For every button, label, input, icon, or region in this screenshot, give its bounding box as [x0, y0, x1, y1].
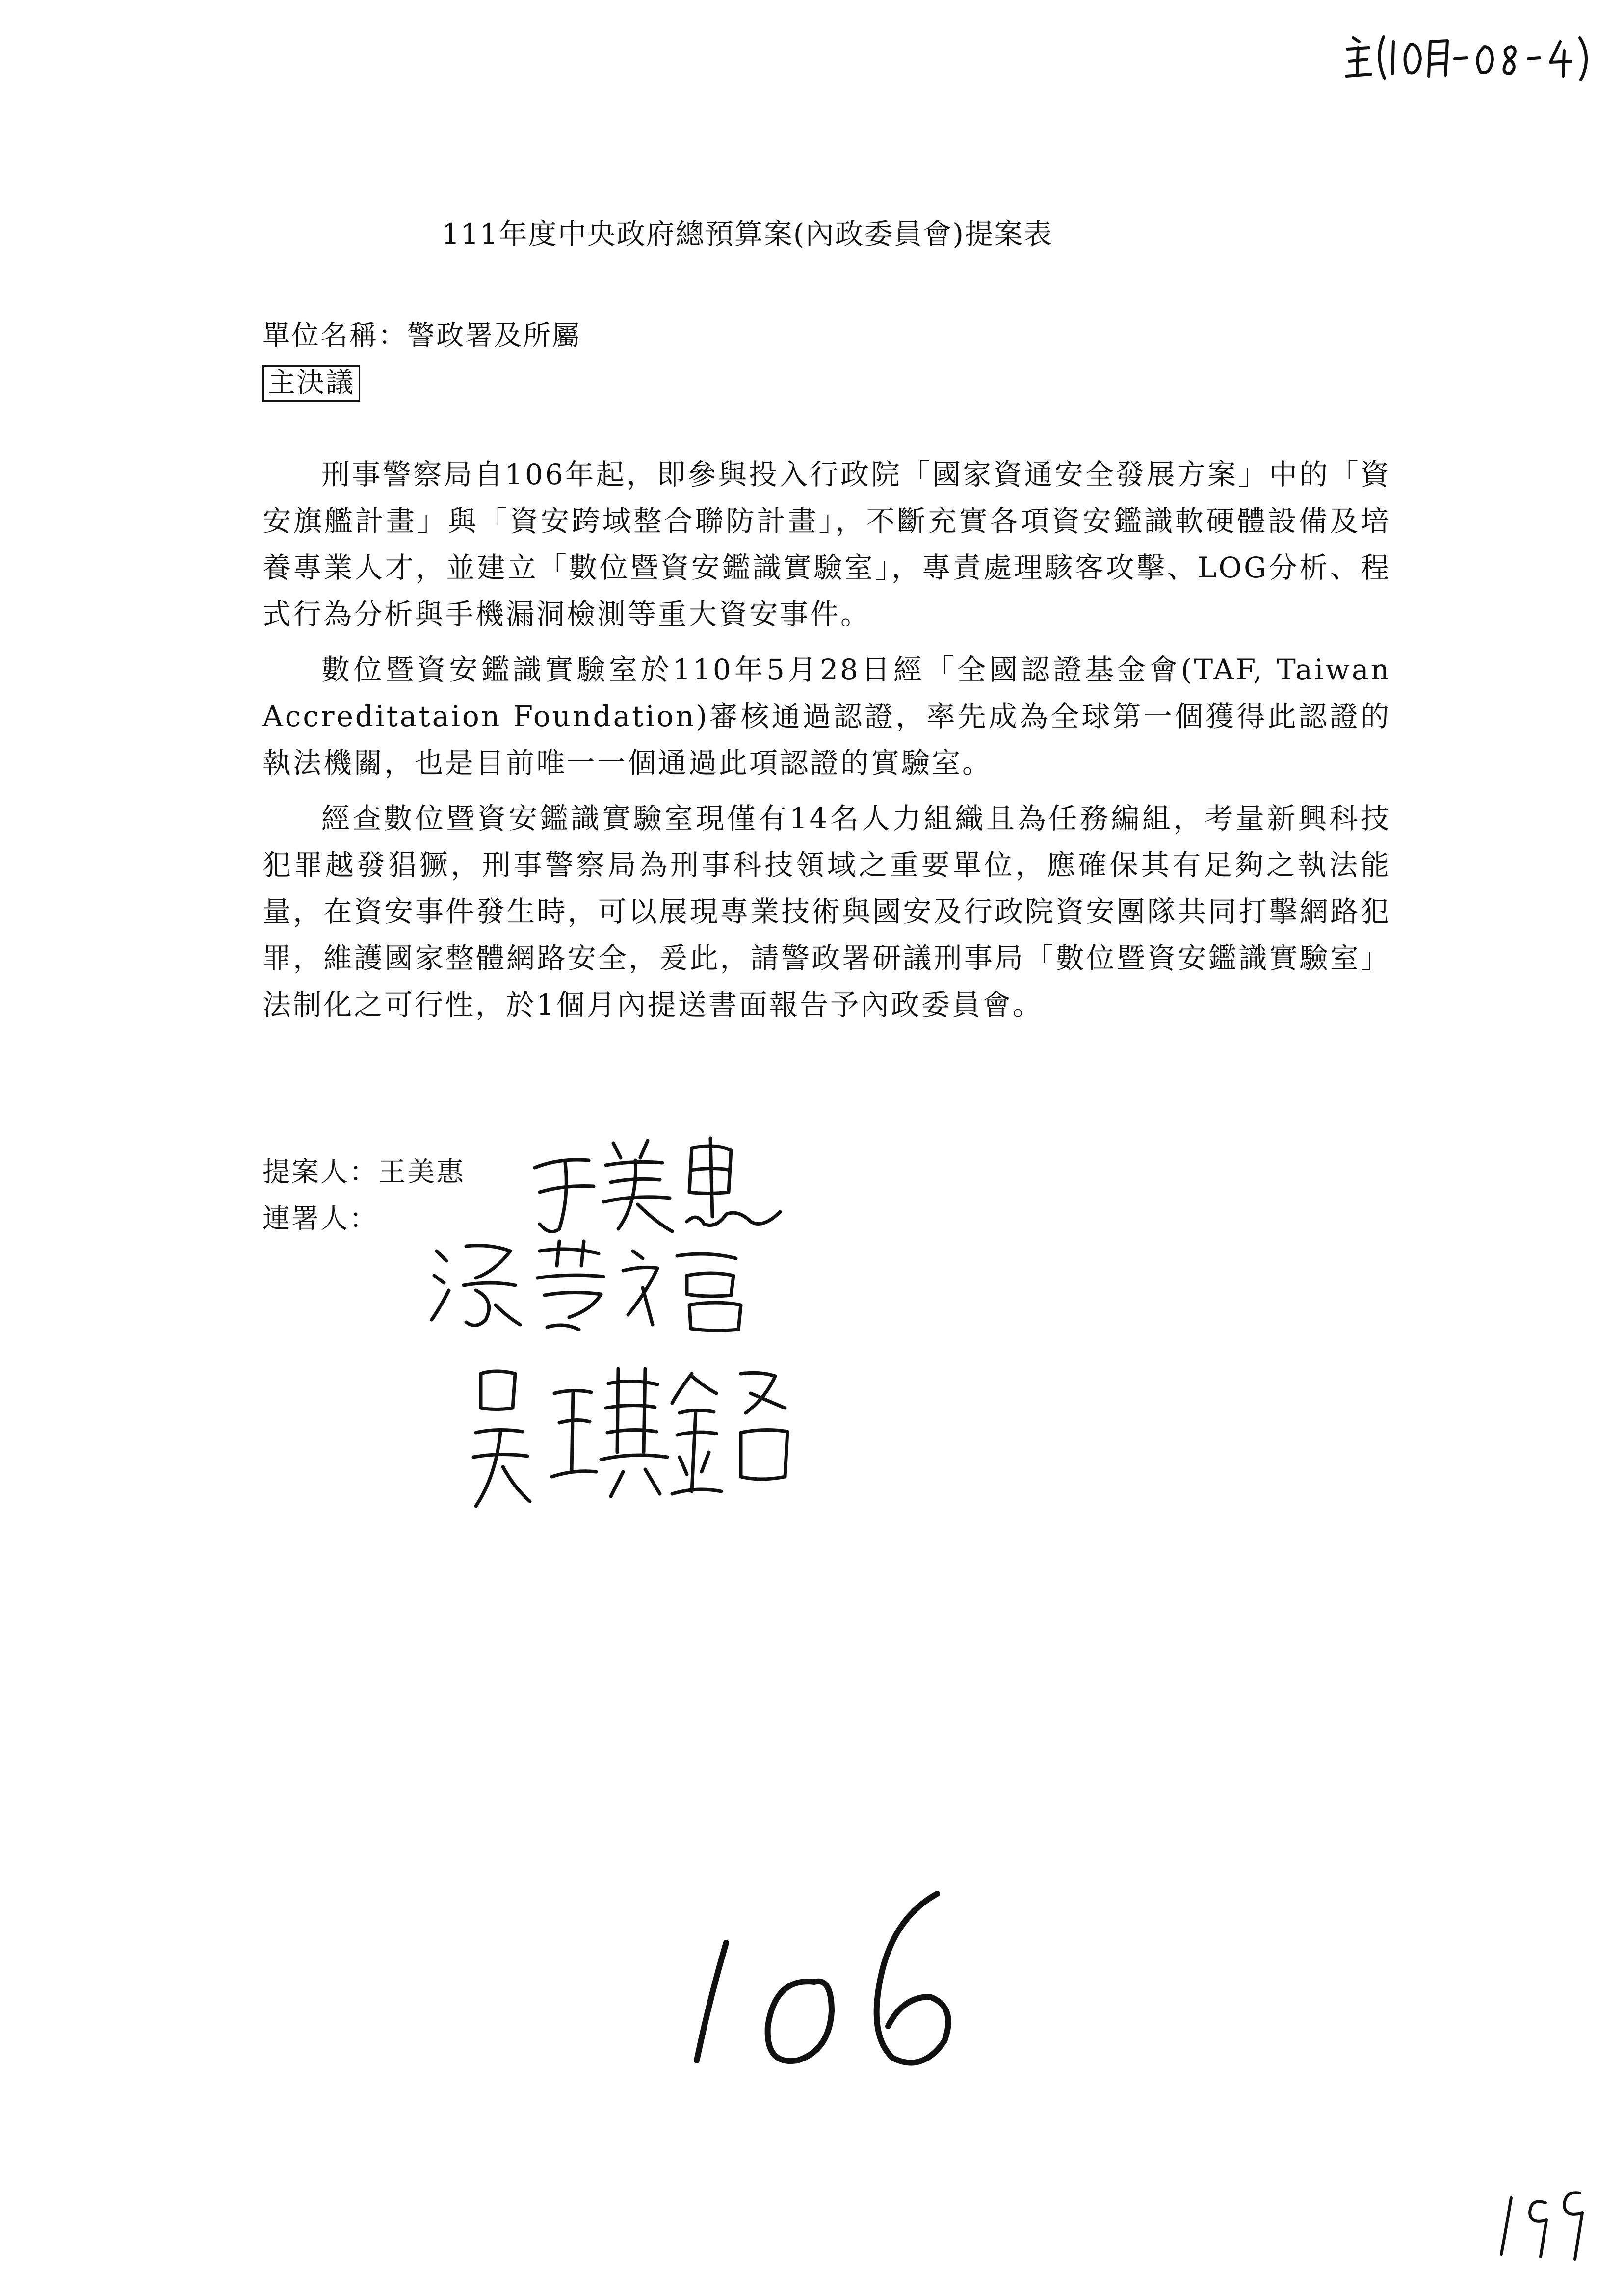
handwritten-reference-drawing [1344, 27, 1599, 86]
signature-cosigner-2 [461, 1354, 805, 1516]
corner-mark-drawing [1492, 2168, 1609, 2267]
signature-cosigner-1 [422, 1231, 765, 1339]
cosigner-line: 連署人： [262, 1203, 378, 1235]
body-paragraph-1: 刑事警察局自106年起，即參與投入行政院「國家資通安全發展方案」中的「資安旗艦計畫」與「資安跨域整合聯防計畫」，不斷充實各項資安鑑識軟硬體設備及培養專業人才，並建立「數位暨資安鑑識實驗室」，專責處理駭客攻擊、LOG分析、程式行為分析與手機漏洞檢測等重大資安事件。 [262, 458, 1391, 631]
body-paragraph-3: 經查數位暨資安鑑識實驗室現僅有14名人力組織且為任務編組，考量新興科技犯罪越發猖獗，刑事警察局為刑事科技領域之重要單位，應確保其有足夠之執法能量，在資安事件發生時，可以展現專業技術與國安及行政院資安團隊共同打擊網路犯罪，維護國家整體網路安全，爰此，請警政署研議刑事局「數位暨資安鑑識實驗室」法制化之可行性，於1個月內提送書面報告予內政委員會。 [262, 802, 1391, 1021]
handwritten-page-number [662, 1879, 981, 2085]
body-paragraph-2: 數位暨資安鑑識實驗室於110年5月28日經「全國認證基金會(TAF, Taiwan Accreditataion Foundation)審核通過認證，率先成為全球第一個獲得此認證的執法機關，也是目前唯一一個通過此項認證的實驗室。 [262, 653, 1391, 780]
proposal-body [262, 451, 1391, 1037]
corner-handwritten-mark [1492, 2168, 1609, 2267]
handwritten-reference-mark [1344, 27, 1599, 86]
signature-drawing-2 [422, 1231, 765, 1339]
document-title: 111年度中央政府總預算案(內政委員會)提案表 [442, 217, 1053, 251]
proposer-line: 提案人：王美惠 [262, 1156, 465, 1188]
resolution-type-label: 主決議 [262, 365, 360, 402]
signature-proposer [520, 1123, 795, 1241]
unit-name-line: 單位名稱：警政署及所屬 [262, 320, 581, 352]
signature-drawing-1 [520, 1123, 795, 1241]
signature-drawing-3 [461, 1354, 805, 1516]
page-number-drawing [662, 1879, 981, 2085]
